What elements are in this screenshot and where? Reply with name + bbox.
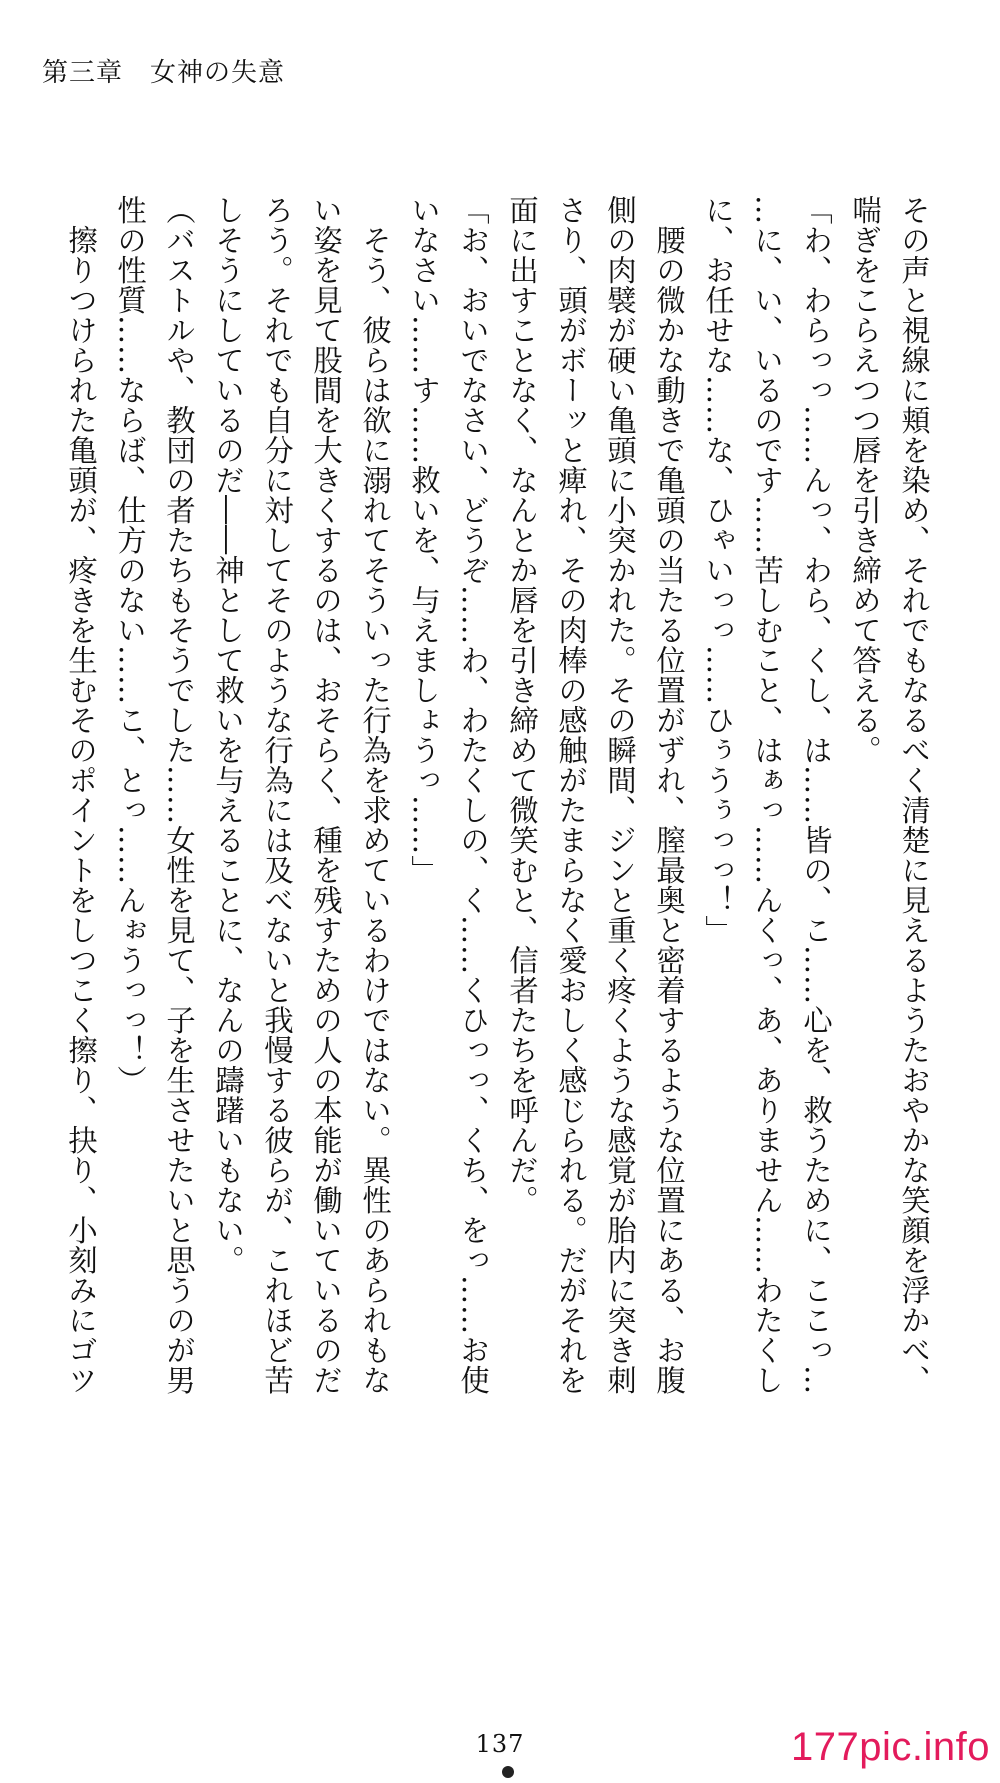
watermark: 177pic.info [791, 1725, 990, 1769]
text-line: 「お、おいでなさい、どうぞ……わ、わたくしの、く……くひっっ、くち、をっ……お使 [456, 195, 490, 1395]
text-line: 面に出すことなく、なんとか唇を引き締めて微笑むと、信者たちを呼んだ。 [505, 195, 539, 1215]
text-line: 側の肉襞が硬い亀頭に小突かれた。その瞬間、ジンと重く疼くような感覚が胎内に突き刺 [603, 195, 637, 1395]
text-line: …に、い、いるのです……苦しむこと、はぁっ……んくっ、あ、ありません……わたくし [750, 195, 784, 1395]
text-line: 擦りつけられた亀頭が、疼きを生むそのポイントをしつこく擦り、抉り、小刻みにゴツ [64, 195, 98, 1395]
text-line: その声と視線に頬を染め、それでもなるべく清楚に見えるようたおやかな笑顔を浮かべ、 [897, 195, 931, 1395]
text-line: しそうにしているのだ――神として救いを与えることに、なんの躊躇いもない。 [211, 195, 245, 1275]
text-line: 性の性質……ならば、仕方のない……こ、とっ……んぉうっっ！） [113, 195, 147, 1095]
text-line: さり、頭がボーッと痺れ、その肉棒の感触がたまらなく愛おしく感じられる。だがそれを [554, 195, 588, 1395]
text-line: に、お任せな……な、ひゃいっっ……ひぅうぅっっ！」 [701, 195, 735, 945]
text-line: （バストルや、教団の者たちもそうでした……女性を見て、子を生させたいと思うのが男 [162, 195, 196, 1395]
text-line: そう、彼らは欲に溺れてそういった行為を求めているわけではない。異性のあられもな [358, 195, 392, 1395]
running-head-chapter-title: 第三章 女神の失意 [42, 58, 286, 88]
text-line: ろう。それでも自分に対してそのような行為には及べないと我慢する彼らが、これほど苦 [260, 195, 294, 1395]
page-number: 137 [475, 1730, 525, 1758]
text-line: 腰の微かな動きで亀頭の当たる位置がずれ、膣最奥と密着するような位置にある、お腹 [652, 195, 686, 1395]
text-line: 「わ、わらっっ……んっ、わら、くし、は……皆の、こ……心を、救うために、ここっ… [799, 195, 833, 1395]
vertical-body-text [48, 195, 938, 1515]
text-line: 喘ぎをこらえつつ唇を引き締めて答える。 [848, 195, 882, 765]
text-line: いなさい……す……救いを、与えましょうっ……」 [407, 195, 441, 885]
folio-dot-icon [502, 1766, 514, 1778]
text-line: い姿を見て股間を大きくするのは、おそらく、種を残すための人の本能が働いているのだ [309, 195, 343, 1395]
